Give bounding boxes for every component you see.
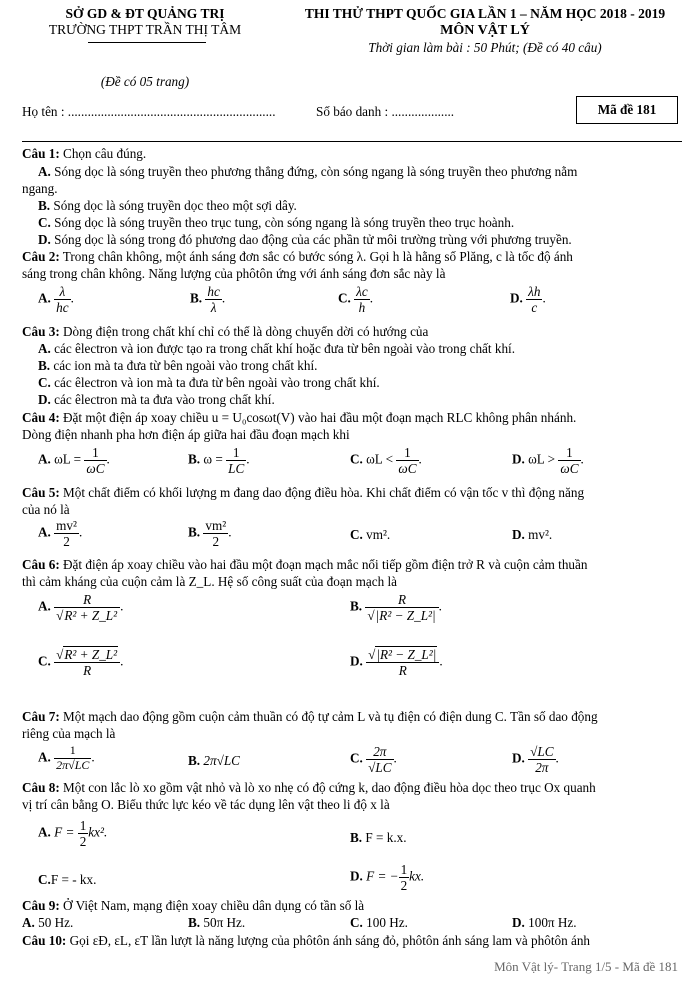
question-5-option-c: C. vm². [350,527,391,542]
question-6-stem-cont: thì cảm kháng của cuộn cảm là Z_L. Hệ số công suất của đoạn mạch là [22,574,397,589]
question-6-option-b: B. $\frac{R}{\text{√|R² − Z\_L²|}}$ . [350,592,442,624]
header-divider [88,42,206,43]
question-1-option-d: D. Sóng dọc là sóng trong đó phương dao động của các phần tử môi trường trùng với phương truyền. [38,232,572,247]
question-7-stem: Câu 7: Một mạch dao động gồm cuộn cảm thuần có độ tự cảm L và tụ điện có điện dung C. Tần số dao động [22,709,598,724]
exam-code-box: Mã đề 181 [576,96,678,124]
question-4-option-d: D. ωL > $\frac{1}{\omega C}$ . [512,445,584,477]
question-7-option-b: B. 2π√LC [188,753,240,768]
question-8-option-c: C.F = - kx. [38,872,97,887]
question-9-option-d: D. 100π Hz. [512,915,577,930]
question-2-option-b: B. $\frac{hc}{\lambda}$ . [190,284,226,316]
student-name-field: Họ tên : ............................................................... [22,104,276,119]
question-6-option-a: A. $\frac{R}{\text{√R² + Z\_L²}}$ . [38,592,124,624]
question-2-option-a: A. $\frac{\lambda}{hc}$ . [38,284,74,316]
question-8-option-a: A. F = $\frac{1}{2}$ kx². [38,818,108,850]
question-5-stem-cont: của nó là [22,502,70,517]
question-7-option-c: C. $\frac{2\pi}{√LC}$ . [350,744,397,776]
question-8-option-d: D. F = − $\frac{1}{2}$ kx. [350,862,425,894]
subject-title: MÔN VẬT LÝ [440,23,530,38]
question-2-stem: Câu 2: Trong chân không, một ánh sáng đơn sắc có bước sóng λ. Gọi h là hằng số Plăng, c là tốc độ ánh [22,249,573,264]
question-3-option-c: C. các êlectron và ion mà ta đưa từ bên ngoài vào trong chất khí. [38,375,380,390]
question-3-option-a: A. các êlectron và ion được tạo ra trong chất khí hoặc đưa từ bên ngoài vào trong chất khí. [38,341,515,356]
question-4-stem: Câu 4: Đặt một điện áp xoay chiều u = U₀cosωt(V) vào hai đầu một đoạn mạch RLC không phân nhánh. [22,410,577,425]
question-1-option-a: A. Sóng dọc là sóng truyền theo phương thẳng đứng, còn sóng ngang là sóng truyền theo phương nằm [38,164,578,179]
question-3-option-b: B. các ion mà ta đưa từ bên ngoài vào trong chất khí. [38,358,318,373]
question-7-stem-cont: riêng của mạch là [22,726,116,741]
question-1-stem: Câu 1: Chọn câu đúng. [22,146,147,161]
question-9-option-a: A. 50 Hz. [22,915,74,930]
question-2-option-d: D. $\frac{\lambda h}{c}$ . [510,284,546,316]
question-5-option-d: D. mv². [512,527,553,542]
question-4-option-a: A. ωL = $\frac{1}{\omega C}$ . [38,445,110,477]
question-8-stem: Câu 8: Một con lắc lò xo gồm vật nhỏ và lò xo nhẹ có độ cứng k, dao động điều hòa dọc theo trục Ox quanh [22,780,596,795]
question-5-option-b: B. $\frac{\text{vm²}}{2}$ . [188,518,232,550]
question-4-stem-cont: Dòng điện nhanh pha hơn điện áp giữa hai đầu đoạn mạch khi [22,427,350,442]
question-2-option-c: C. $\frac{\lambda c}{h}$ . [338,284,373,316]
page-count: (Đề có 05 trang) [100,74,190,89]
question-8-stem-cont: vị trí cân bằng O. Biểu thức lực kéo về tác dụng lên vật theo li độ x là [22,797,390,812]
question-6-stem: Câu 6: Đặt điện áp xoay chiều vào hai đầu một đoạn mạch mắc nối tiếp gồm điện trở R và cuộn cảm thuần [22,557,588,572]
question-3-option-d: D. các êlectron mà ta đưa vào trong chất khí. [38,392,275,407]
question-9-stem: Câu 9: Ở Việt Nam, mạng điện xoay chiều dân dụng có tần số là [22,898,365,913]
question-7-option-d: D. $\frac{√LC}{2\pi}$ . [512,744,559,776]
question-6-option-d: D. $\frac{\text{√|R² − Z\_L²|}}{R}$ . [350,647,443,679]
question-7-option-a: A. $\frac{1}{2\pi√LC}$ . [38,743,95,772]
question-5-stem: Câu 5: Một chất điểm có khối lượng m đang dao động điều hòa. Khi chất điểm có vận tốc v thì động năng [22,485,585,500]
exam-time: Thời gian làm bài : 50 Phút; (Đề có 40 câu) [368,40,602,55]
question-6-option-c: C. $\frac{\text{√R² + Z\_L²}}{R}$ . [38,647,124,679]
question-8-option-b: B. F = k.x. [350,830,407,845]
question-5-option-a: A. $\frac{\text{mv²}}{2}$ . [38,518,83,550]
question-1-option-c: C. Sóng dọc là sóng truyền theo trục tung, còn sóng ngang là sóng truyền theo trục hoành. [38,215,515,230]
question-9-option-b: B. 50π Hz. [188,915,246,930]
question-2-stem-cont: sáng trong chân không. Năng lượng của phôtôn ứng với ánh sáng đơn sắc này là [22,266,446,281]
question-10-stem: Câu 10: Gọi εĐ, εL, εT lần lượt là năng lượng của phôtôn ánh sáng đỏ, phôtôn ánh sáng lam và phôtôn ánh [22,933,591,948]
question-4-option-c: C. ωL < $\frac{1}{\omega C}$ . [350,445,422,477]
question-4-option-b: B. ω = $\frac{1}{LC}$ . [188,445,250,477]
exam-title: THI THỬ THPT QUỐC GIA LẦN 1 – NĂM HỌC 2018 - 2019 [304,6,666,21]
header-rule [22,141,682,142]
question-9-option-c: C. 100 Hz. [350,915,408,930]
question-1-option-a-cont: ngang. [22,181,58,196]
page-footer: Môn Vật lý- Trang 1/5 - Mã đề 181 [494,959,678,974]
question-3-stem: Câu 3: Dòng điện trong chất khí chỉ có thể là dòng chuyển dời có hướng của [22,324,429,339]
question-1-option-b: B. Sóng dọc là sóng truyền dọc theo một sợi dây. [38,198,297,213]
department-name: SỞ GD & ĐT QUẢNG TRỊ [65,6,225,21]
student-id-field: Số báo danh : ................... [316,104,455,119]
school-name: TRƯỜNG THPT TRẦN THỊ TÂM [48,22,242,37]
